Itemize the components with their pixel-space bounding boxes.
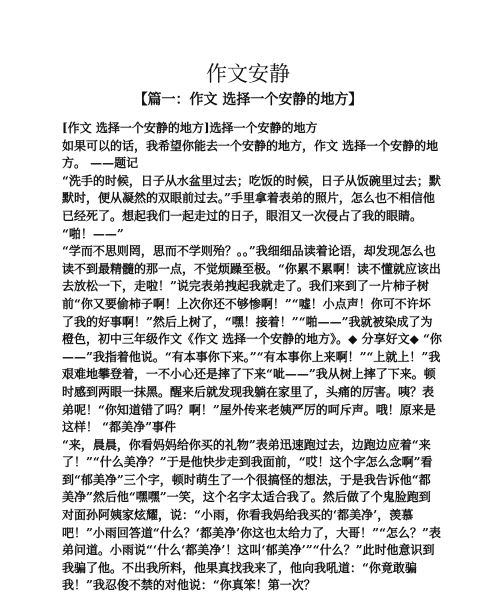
paragraph: “洗手的时候，日子从水盆里过去；吃饭的时候，日子从饭碗里过去；默默时，便从凝然的双眼前过去。”手里拿着表弟的照片，怎么也不相信他已经死了。想起我们一起走过的日子，眼泪又一次侵占了我的眼睛。 <box>62 173 441 223</box>
document-subtitle: 【篇一：作文 选择一个安静的地方】 <box>133 92 363 108</box>
paragraph: [作文 选择一个安静的地方]选择一个安静的地方 <box>62 121 318 135</box>
document-body <box>62 120 442 595</box>
paragraph: “啪！——” <box>62 226 124 241</box>
paragraph: “来，晨晨，你看妈妈给你买的礼物”表弟迅速跑过去，边跑边应着“来了！”“什么美净？”于是他快步走到我面前，“哎！这个字怎么念啊”看到“郁美净”三个字，顿时萌生了一个很搞怪的想法，于是我告诉他“都美净”然后他“嘿嘿”一笑，这个名字太适合我了。然后做了个鬼脸跑到对面孙阿姨家炫耀，说：“小雨，你看我妈给我买的‘都美净’，羡慕吧！”小雨回答道“什么？‘都美净’你这也太给力了，大哥！”“怎么？”表弟问道。小雨说“‘什么‘都美净’！这叫‘郁美净’”“什么？”此时他意识到我骗了他。不出我所料，他果真找我来了，他向我吼道：“你竟敢骗我！”我忍俊不禁的对他说：“你真笨！第一次？ <box>62 437 441 593</box>
paragraph: “学而不思则罔，思而不学则殆？。。”我细细品读着论语，却发现怎么也读不到最精髓的那一点，不觉烦躁至极。“你累不累啊！读不懂就应该出去放松一下，走啦！”说完表弟拽起我就走了。我们来到了一片柿子树前“你又要偷柿子啊！上次你还不够惨啊！”“嘘！小点声！你可不许坏了我的好事啊！”然后上树了，“嘿！接着！”“啪——”我就被染成了为橙色，初中三年级作文《作文 选择一个安静的地方》。◆ 分享好文◆ “你——”我指着他说。“有本事你下来。”“有本事你上来啊！”“上就上！”我艰难地攀登着，一不小心还是摔了下来“呲——”我从树上摔了下来。顿时感到两眼一抹黑。醒来后就发现我躺在家里了，头痛的厉害。咦？表弟呢！“你知道错了吗？啊！”屋外传来老姨严厉的呵斥声。哦！原来是这样！ “都美净”事件 <box>62 244 442 435</box>
paragraph: 如果可以的话，我希望你能去一个安静的地方，作文 选择一个安静的地方。 ——题记 <box>62 138 439 171</box>
document-title: 作文安静 <box>206 62 290 86</box>
